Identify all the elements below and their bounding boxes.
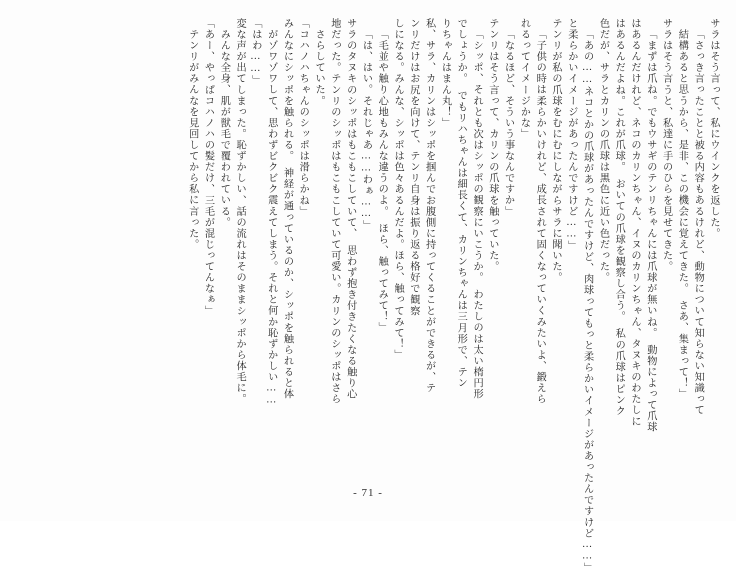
text-line: 「コハノハちゃんのシッポは滑らかね」 [297,18,309,217]
text-line: 「あの……ネコとかの爪球があったんですけど、肉球ってもっと柔らかいイメージがあったんですけど……」 [581,29,593,574]
text-line: 「子供の時は柔らかいけれど、成長されて固くなっていくみたいよ、鍛えら [534,29,546,405]
page-number: - 71 - [353,487,383,499]
text-line: 「さっき言ったことと被る内容もあるけれど、動物について知らない知識って [692,29,704,416]
text-line: 地だった。テンリのシッポはもこもこしていて可愛い。カリンのシッポはさら [328,18,340,405]
text-line: がゾワゾワして、思わずビクビク震えてしまう。それと何か恥ずかしい…… [265,29,277,407]
text-line: りちゃんはまん丸！」 [439,18,451,129]
text-line: 「シッポ、それとも次はシッポの観察にいこうか。 わたしのは太い楕円形 [471,29,483,400]
text-line: サラのタヌキのシッポはもこもこしていて、 思わず抱き付きたくなる触り心 [344,18,356,400]
text-line: と柔らかいイメージがあったんですけど……」 [565,18,577,252]
text-line: 色だが、サラとカリンの爪球は黒色に近い色だった。 [597,18,609,284]
text-line: 私、サラ、カリンはシッポを掴んでお腹側に持ってくることができるが、テ [423,18,435,394]
text-line: 「毛並や触り心地もみんな違うのよ。 ほら、触ってみて！」 [376,29,388,334]
text-line: 「なるほど、そういう事なんですか」 [502,29,514,217]
text-line: サラはそう言うと、私達に手のひらを見せてきた。 [660,18,672,273]
text-line: しになる。みんな、シッポは色々あるんだよ。ほら、触ってみて！」 [392,18,404,361]
text-line: はあるんだけれど、ネコのカリンちゃん、イヌのカリンちゃん、タヌキのわたしに [629,18,641,427]
text-line: みんな全身、肌が獣毛で覆われている。 [218,29,230,228]
text-line: テンリはそう言って、カリンの爪球を触っていた。 [486,18,498,273]
text-line: でしょうか。 でもリハちゃんは細長くて、カリンちゃんは三月形で、テン [455,18,467,389]
text-line: 「はわ……」 [249,18,261,86]
text-line: れるってイメージかな」 [518,18,530,140]
text-line: 「まずは爪ね。でもウサギのテンリちゃんには爪球が無いね。 動物によって爪球 [644,29,656,433]
text-line: 「あー、やっぱコハノハの髪だけ、三毛が混じってんなぁ」 [202,18,214,317]
text-line: さらしていた。 [313,29,325,107]
text-line: みんなにシッポを触られる。 神経が通っているのか、シッポを触られると体 [281,18,293,400]
text-line: 変な声が出てしまった。恥ずかしい、話の流れはそのままシッポから体毛に。 [234,18,246,405]
text-line: 「は、はい。それじゃあ……わぁ……」 [360,29,372,232]
text-line: テンリがみんなを見回してから私に言った。 [186,29,198,250]
text-line: ンリだけはお尻を向けて、テンリ自身は振り返る格好で観察 [407,18,419,317]
text-line: テンリが私の爪球をむにむにしながらサラに聞いた。 [550,18,562,284]
text-line: はあるんだよね。これが爪球。 おいての爪球を観察し合う。 私の爪球はピンク [613,18,625,417]
text-line: 結構あると思うから、是非、この機会に覚えてきた。 さあ、集まって！」 [676,29,688,400]
text-line: サラはそう言って、私にウインクを返した。 [708,18,719,239]
